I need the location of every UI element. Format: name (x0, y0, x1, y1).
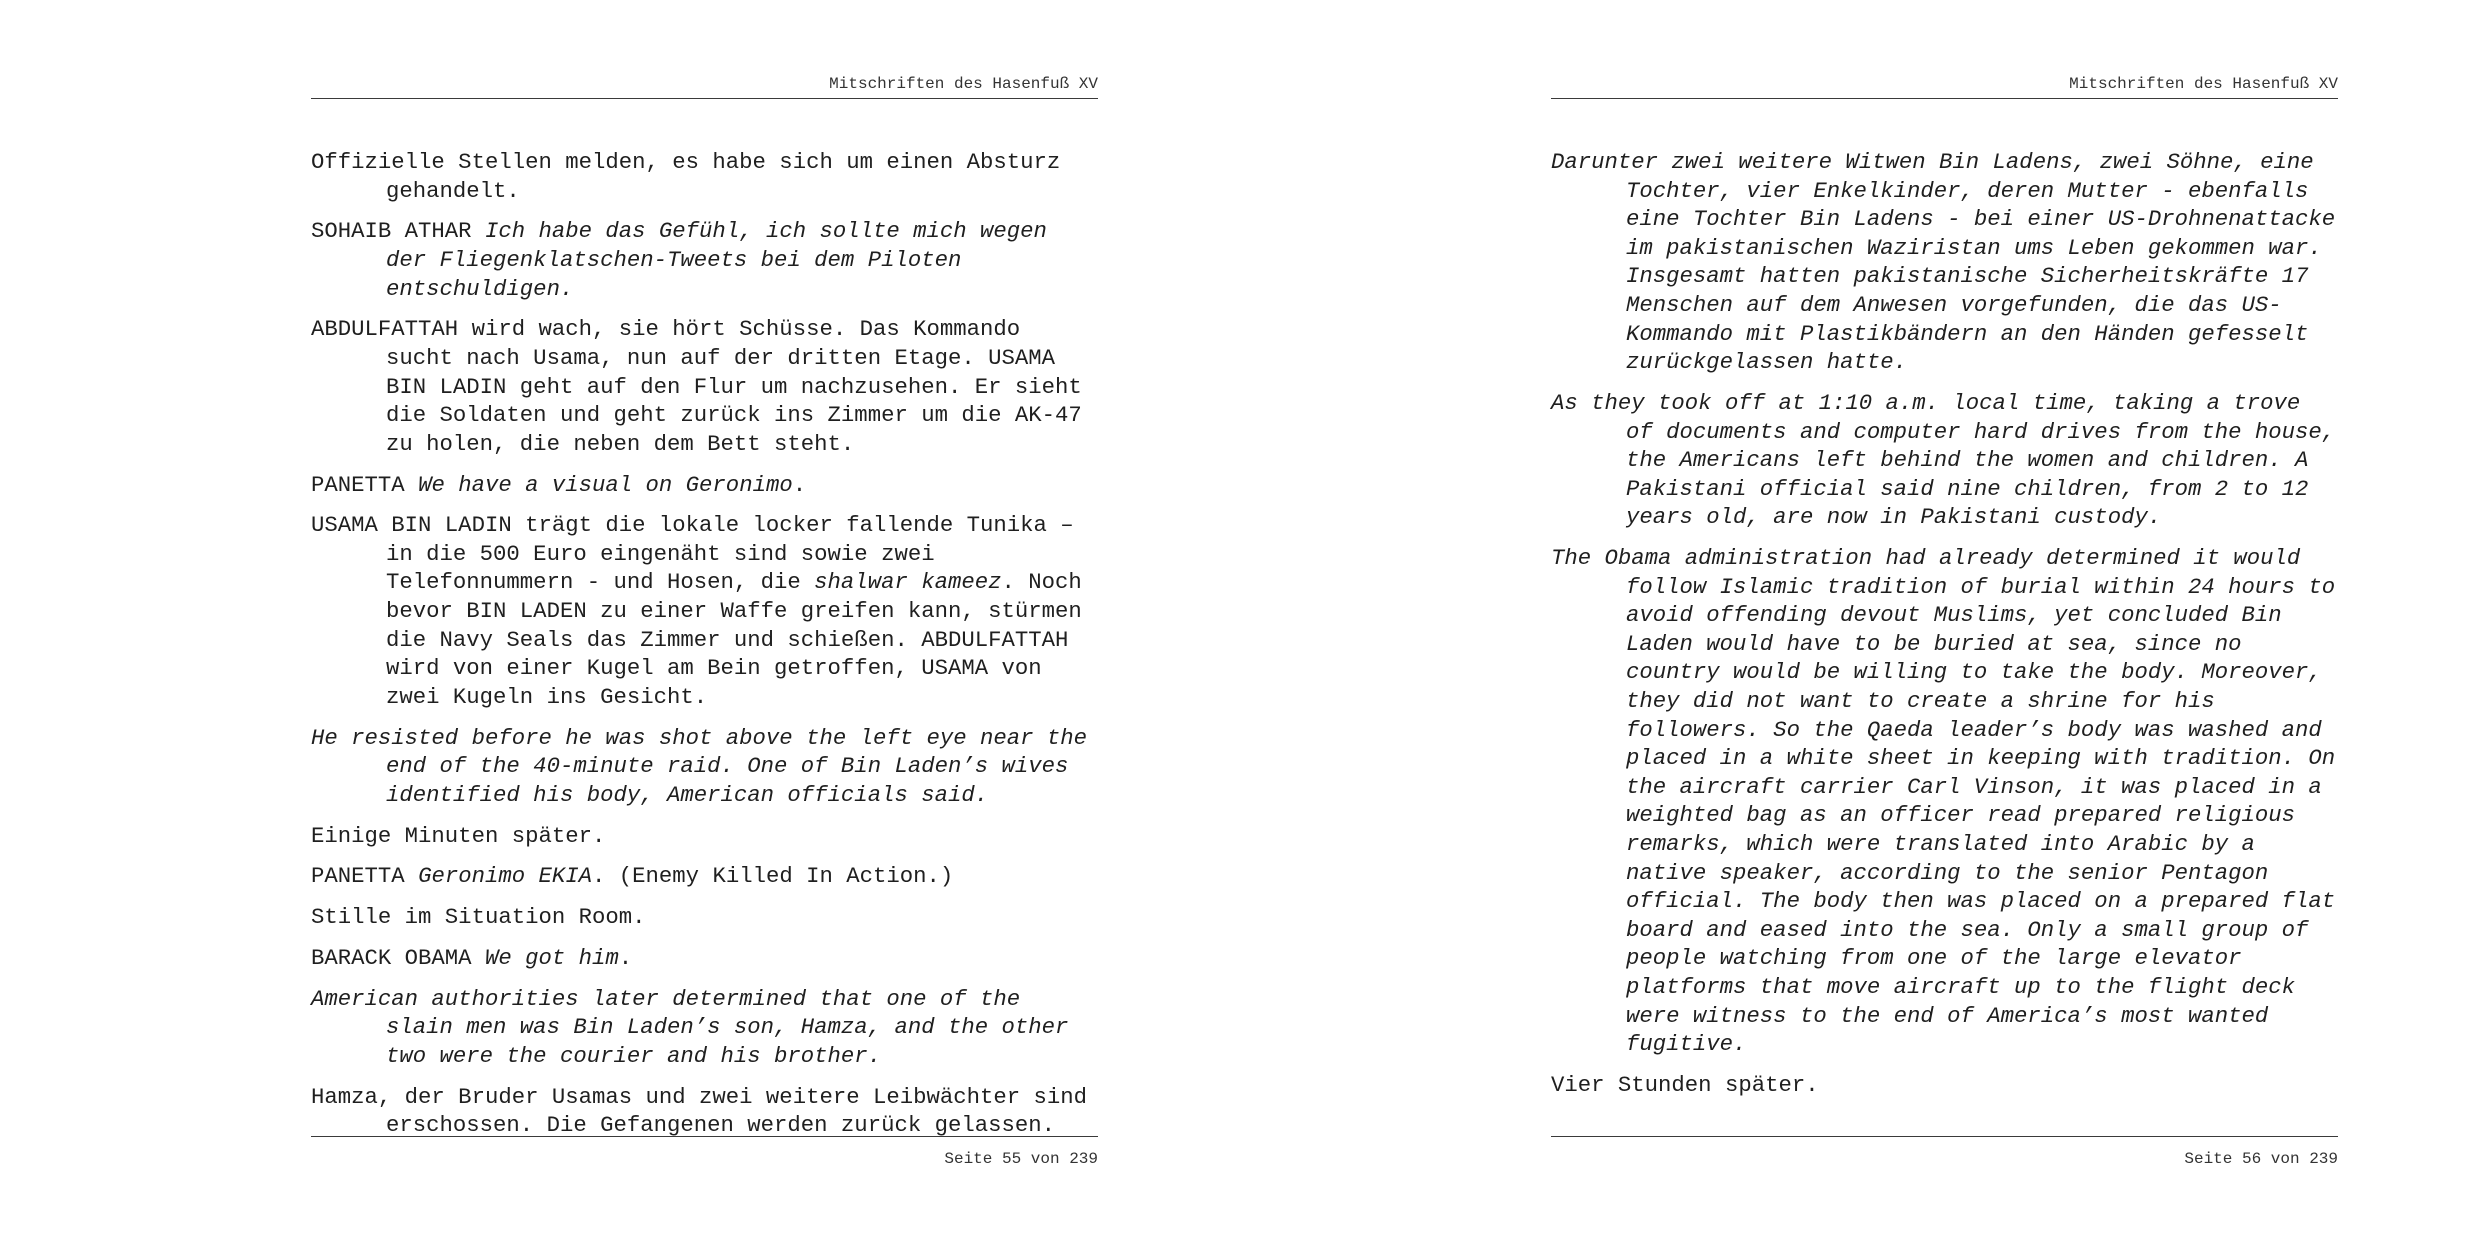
spoken-line: We have a visual on Geronimo (418, 471, 793, 498)
paragraph-text: Vier Stunden später. (1551, 1071, 1819, 1098)
speaker-name: BARACK OBAMA (311, 944, 472, 971)
page-number: Seite 55 von 239 (311, 1136, 1098, 1169)
quoted-paragraph (1551, 389, 2338, 532)
quoted-paragraph (311, 724, 1098, 810)
paragraph-text: . Noch bevor BIN LADEN zu einer Waffe greifen kann, stürmen die Navy Seals das Zimmer und schießen. ABDULFATTAH wird von einer Kugel am Bein getroffen, USAMA von zwei Kugeln ins Gesicht. (386, 569, 1082, 710)
running-header: Mitschriften des Hasenfuß XV (311, 74, 1098, 99)
paragraph (311, 903, 1098, 932)
paragraph (311, 1083, 1098, 1140)
line-suffix: . (792, 471, 807, 498)
paragraph (311, 822, 1098, 851)
paragraph-text: Hamza, der Bruder Usamas und zwei weitere Leibwächter sind erschossen. Die Gefangenen werden zurück gelassen. (311, 1083, 1088, 1139)
spoken-line: We got him (484, 944, 619, 971)
paragraph-text: Offizielle Stellen melden, es habe sich um einen Absturz gehandelt. (311, 149, 1061, 204)
dialogue-line (311, 471, 1098, 500)
quote-text: American authorities later determined that one of the slain men was Bin Laden’s son, Hamza, and the other two were the courier and his brother. (311, 985, 1069, 1069)
quoted-paragraph (311, 985, 1098, 1071)
speaker-name: SOHAIB ATHAR (311, 218, 472, 245)
paragraph (311, 315, 1098, 458)
paragraph-text: Einige Minuten später. (311, 822, 606, 849)
dialogue-line (311, 862, 1098, 891)
paragraph-text: USAMA BIN LADIN trägt die lokale locker fallende Tunika – in die 500 Euro eingenäht sind sowie zwei Telefonnummern - und Hosen, die (311, 512, 1074, 596)
running-header: Mitschriften des Hasenfuß XV (1551, 74, 2338, 99)
right-page (1240, 0, 2480, 1240)
quote-text: As they took off at 1:10 a.m. local time, taking a trove of documents and computer hard drives from the house, the Americans left behind the women and children. A Pakistani official said nine children, from 2 to 12 years old, are now in Pakistani custody. (1551, 389, 2336, 531)
dialogue-line (311, 944, 1098, 973)
spoken-line: Ich habe das Gefühl, ich sollte mich wegen der Fliegenklatschen-Tweets bei dem Piloten entschuldigen. (386, 218, 1047, 302)
speaker-name: PANETTA (311, 471, 405, 498)
paragraph (311, 148, 1098, 205)
quote-text: He resisted before he was shot above the left eye near the end of the 40-minute raid. One of Bin Laden’s wives identified his body, American officials said. (311, 724, 1088, 808)
spoken-line: Geronimo EKIA (418, 863, 593, 890)
line-suffix: . (Enemy Killed In Action.) (592, 863, 954, 890)
italic-term: shalwar kameez (814, 569, 1002, 596)
quoted-paragraph (1551, 544, 2338, 1059)
page-body (1551, 148, 2338, 1112)
page-body (311, 148, 1098, 1152)
page-number: Seite 56 von 239 (1551, 1136, 2338, 1169)
paragraph-text: Stille im Situation Room. (311, 904, 646, 931)
speaker-name: PANETTA (311, 863, 405, 890)
quoted-paragraph (1551, 148, 2338, 377)
dialogue-line (311, 217, 1098, 303)
paragraph-text: ABDULFATTAH wird wach, sie hört Schüsse. Das Kommando sucht nach Usama, nun auf der dritten Etage. USAMA BIN LADIN geht auf den Flur um nachzusehen. Er sieht die Soldaten und geht zurück ins Zimmer um die AK-47 zu holen, die neben dem Bett steht. (311, 316, 1082, 457)
paragraph (1551, 1071, 2338, 1100)
quote-text: Darunter zwei weitere Witwen Bin Ladens, zwei Söhne, eine Tochter, vier Enkelkinder, deren Mutter - ebenfalls eine Tochter Bin Ladens - bei einer US-Drohnenattacke im pakistanischen Waziristan ums Leben gekommen war. Insgesamt hatten pakistanische Sicherheitskräfte 17 Menschen auf dem Anwesen vorgefunden, die das US-Kommando mit Plastikbändern an den Händen gefesselt zurückgelassen hatte. (1551, 149, 2336, 376)
quote-text: The Obama administration had already determined it would follow Islamic tradition of burial within 24 hours to avoid offending devout Muslims, yet concluded Bin Laden would have to be buried at sea, since no country would be willing to take the body. Moreover, they did not want to create a shrine for his followers. So the Qaeda leader’s body was washed and placed in a white sheet in keeping with tradition. On the aircraft carrier Carl Vinson, it was placed in a weighted bag as an officer read prepared religious remarks, which were translated into Arabic by a native speaker, according to the senior Pentagon official. The body then was placed on a prepared flat board and eased into the sea. Only a small group of people watching from one of the large elevator platforms that move aircraft up to the flight deck were witness to the end of America’s most wanted fugitive. (1551, 545, 2336, 1058)
paragraph (311, 511, 1098, 711)
line-suffix: . (618, 944, 633, 971)
